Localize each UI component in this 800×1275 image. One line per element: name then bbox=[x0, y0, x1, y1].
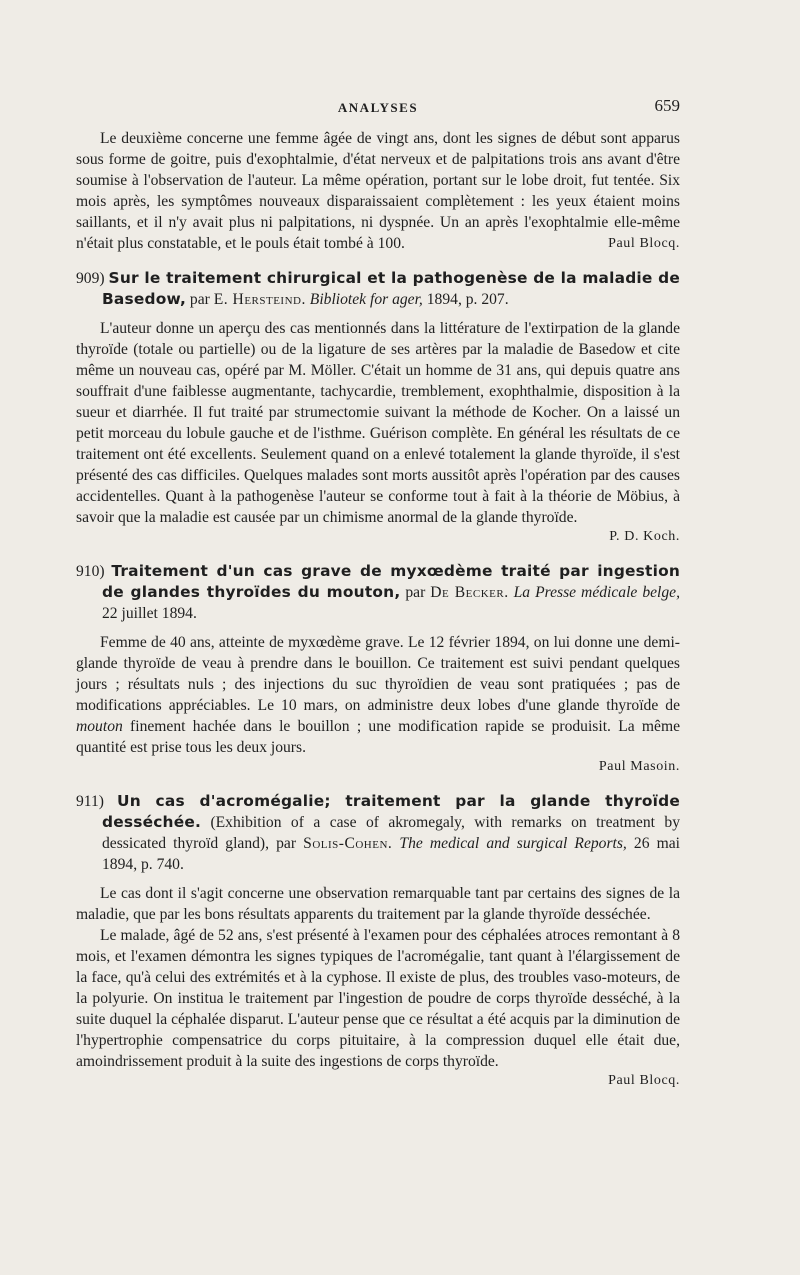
abstract-910-text-after: finement hachée dans le bouillon ; une modification rapide se produisit. La même quantité est prise tous les deux jours. bbox=[76, 718, 680, 756]
abstract-911 bbox=[76, 791, 680, 1091]
abstract-911-subtitle: (Exhibition of a case of akromegaly, with remarks on treatment by dessicated thyroïd gland), bbox=[102, 814, 680, 852]
abstract-909-title: Sur le traitement chirurgical et la pathogenèse de la maladie de Basedow, bbox=[102, 269, 680, 308]
abstract-910-signature: Paul Masoin. bbox=[598, 759, 680, 774]
abstract-911-paragraph-1: Le cas dont il s'agit concerne une observation remarquable tant par certains des signes de la maladie, que par les bons résultats apparents du traitement par la glande thyroïde desséchée. bbox=[76, 885, 680, 923]
intro-paragraph bbox=[76, 128, 680, 254]
abstract-909-signature: P. D. Koch. bbox=[609, 529, 680, 544]
abstract-911-signature: Paul Blocq. bbox=[608, 1073, 680, 1088]
intro-signature: Paul Blocq. bbox=[608, 236, 680, 251]
abstract-911-source: The medical and surgical Reports, bbox=[399, 835, 627, 852]
abstract-910-text-before: Femme de 40 ans, atteinte de myxœdème grave. Le 12 février 1894, on lui donne une demi-glande thyroïde de veau à prendre dans le bouillon. Ce traitement est suivi pendant quelques jours ; résultats nuls ; des injections du suc thyroïdien de veau sont pratiquées ; pas de modifications appréciables. Le 10 mars, on administre deux lobes d'une glande thyroïde de bbox=[76, 634, 680, 714]
abstract-910-by: par bbox=[405, 584, 426, 601]
abstract-909-by: par bbox=[189, 291, 210, 308]
abstract-909-source: Bibliotek for ager, bbox=[309, 291, 423, 308]
abstract-910-source: La Presse médicale belge, bbox=[513, 584, 680, 601]
abstract-909 bbox=[76, 268, 680, 547]
abstract-911-number: 911) bbox=[76, 793, 105, 810]
abstract-911-details: 26 mai 1894, p. 740. bbox=[102, 835, 680, 873]
abstract-909-heading bbox=[76, 268, 680, 310]
abstract-911-paragraph-2: Le malade, âgé de 52 ans, s'est présenté à l'examen pour des céphalées atroces remontant à 8 mois, et l'examen démontra les signes typiques de l'acromégalie, tant quant à l'élargissement de la face, qu'à celui des extrémités et à la cyphose. Il existe de plus, des troubles vaso-moteurs, de la polyurie. On institua le traitement par l'ingestion de poudre de corps thyroïde desséché, à la suite duquel la céphalée disparut. L'auteur pense que ce résultat a été acquis par la diminution de l'hypertrophie compensatrice du corps pituitaire, à la compression duquel elle était due, amoindrissement produit à la suite des ingestions de corps thyroïde. bbox=[76, 927, 680, 1070]
abstract-909-paragraph: L'auteur donne un aperçu des cas mentionnés dans la littérature de l'extirpation de la glande thyroïde (totale ou partielle) ou de la ligature de ses artères par la maladie de Basedow et cite même un nouveau cas, opéré par M. Möller. C'était un homme de 31 ans, qui depuis quatre ans souffrait d'une faiblesse augmentante, tachycardie, tremblement, exophthalmie, disposition à la sueur et diarrhée. Il fut traité par strumectomie suivant la méthode de Kocher. On a laissé un petit morceau du lobule gauche et de l'isthme. Guérison complète. En général les résultats de ce traitement ont été excellents. Seulement quand on a enlevé totalement la glande thyroïde, il s'est présenté des cas difficiles. Quelques malades sont morts aussitôt après l'opération par des causes accidentelles. Quant à la pathogenèse l'auteur se conforme tout à fait à la théorie de Möbius, à savoir que la maladie est causée par un chimisme anormal de la glande thyroïde. bbox=[76, 320, 680, 526]
abstract-909-details: 1894, p. 207. bbox=[426, 291, 509, 308]
page-number: 659 bbox=[654, 96, 680, 115]
abstract-911-by: par bbox=[276, 835, 297, 852]
intro-section bbox=[76, 128, 680, 254]
intro-text: Le deuxième concerne une femme âgée de vingt ans, dont les signes de début sont apparus sous forme de goitre, puis d'exophtalmie, d'état nerveux et de palpitations trois ans avant d'être soumise à l'observation de l'auteur. La même opération, portant sur le lobe droit, fut tentée. Six mois après, les symptômes nouveaux disparaissaient complètement : les yeux étaient moins saillants, et il n'y avait plus ni palpitations, ni dyspnée. Un an après l'exophtalmie elle-même n'était plus constatable, et le pouls était tombé à 100. bbox=[76, 130, 680, 252]
page-header bbox=[76, 96, 680, 118]
abstract-911-heading bbox=[76, 791, 680, 875]
abstract-910-author: De Becker. bbox=[430, 584, 509, 601]
abstract-910-details: 22 juillet 1894. bbox=[102, 605, 197, 622]
abstract-909-author: E. Hersteind. bbox=[213, 291, 306, 308]
abstract-911-author: Solis-Cohen. bbox=[303, 835, 393, 852]
abstract-910-text-emphasis: mouton bbox=[76, 718, 123, 735]
abstract-911-title: Un cas d'acromégalie; traitement par la glande thyroïde desséchée. bbox=[102, 792, 681, 831]
abstract-910-paragraph bbox=[76, 632, 680, 758]
page-body bbox=[76, 128, 680, 1091]
abstract-910 bbox=[76, 561, 680, 777]
abstract-910-title: Traitement d'un cas grave de myxœdème traité par ingestion de glandes thyroïdes du mouton, bbox=[102, 562, 681, 601]
running-title: ANALYSES bbox=[337, 100, 419, 115]
abstract-909-number: 909) bbox=[76, 270, 105, 287]
abstract-910-number: 910) bbox=[76, 563, 105, 580]
abstract-910-heading bbox=[76, 561, 680, 624]
